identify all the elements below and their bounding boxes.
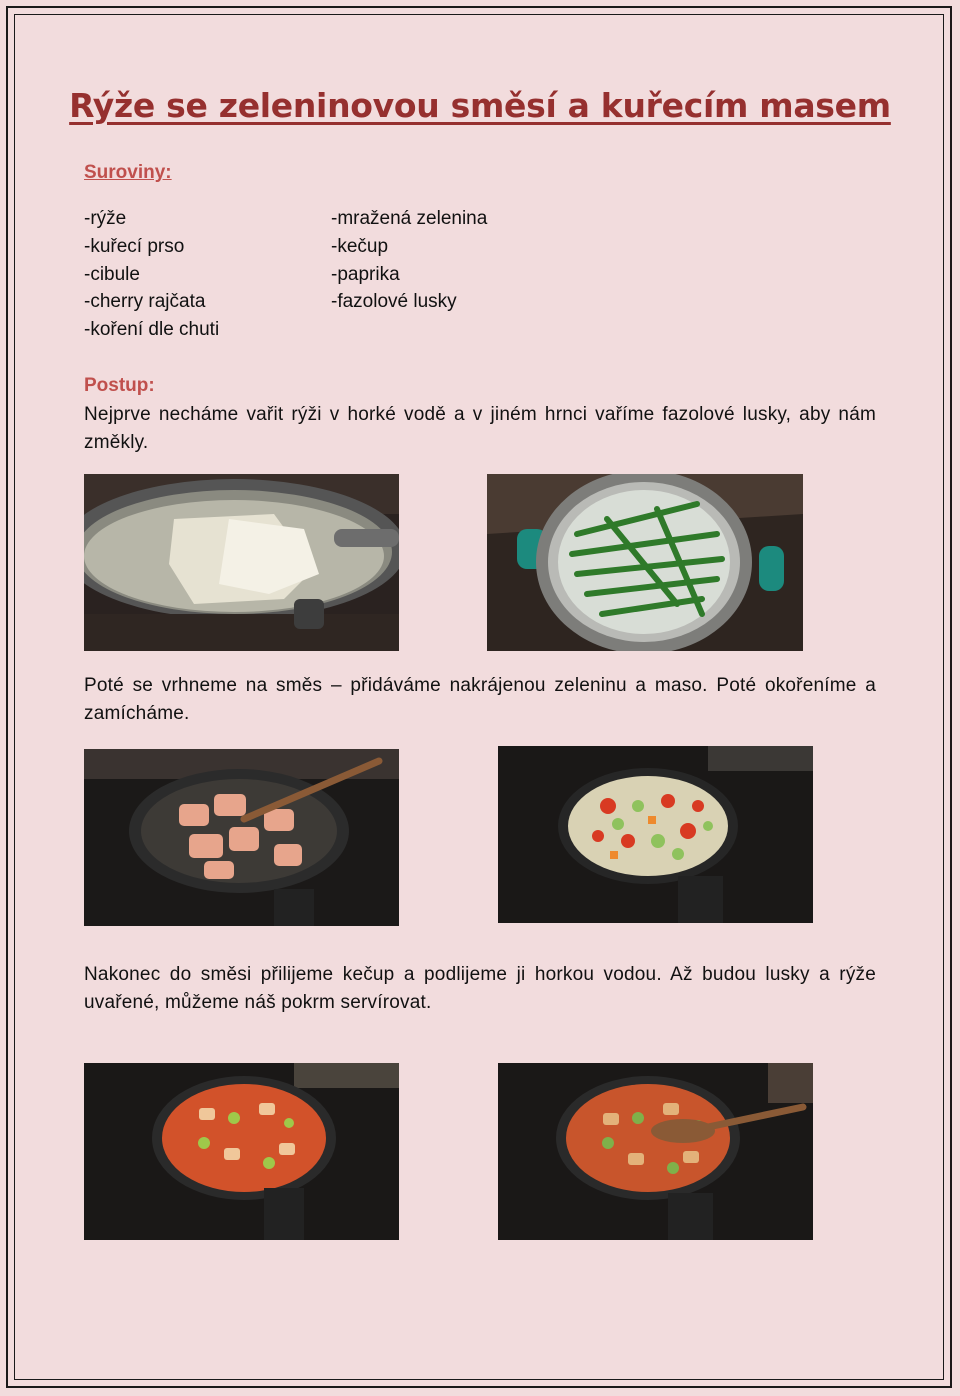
step-paragraph-2: Poté se vrhneme na směs – přidáváme nakrájenou zeleninu a maso. Poté okořeníme a zamícháme. (84, 675, 876, 724)
photo-vegetables-in-pan (498, 746, 813, 923)
photo-finished-dish (498, 1063, 813, 1240)
ingredient-item: -fazolové lusky (331, 291, 457, 313)
photo-sauce-in-pan (84, 1063, 399, 1240)
ingredient-item: -cherry rajčata (84, 291, 206, 313)
page-title: Rýže se zeleninovou směsí a kuřecím masem (69, 86, 891, 125)
ingredient-item: -paprika (331, 263, 400, 285)
ingredients-list-left (84, 205, 219, 344)
ingredient-item: -kuřecí prso (84, 235, 185, 257)
ingredient-item: -kečup (331, 235, 389, 257)
ingredient-item: -cibule (84, 263, 140, 285)
step-paragraph-3: Nakonec do směsi přilijeme kečup a podlijeme ji horkou vodou. Až budou lusky a rýže uvařené, můžeme náš pokrm servírovat. (84, 964, 876, 1013)
step-paragraph-1: Nejprve necháme vařit rýži v horké vodě a v jiném hrnci vaříme fazolové lusky, aby nám změkly. (84, 404, 876, 453)
steps-heading: Postup: (84, 375, 155, 396)
ingredient-item: -rýže (84, 208, 127, 229)
photo-chicken-in-pan (84, 749, 399, 926)
ingredients-list-right (331, 205, 487, 316)
ingredients-heading: Suroviny: (84, 162, 172, 183)
photo-rice-in-pot (84, 474, 399, 651)
photo-green-beans-in-pot (487, 474, 803, 651)
ingredient-item: -mražená zelenina (331, 208, 488, 229)
ingredient-item: -koření dle chuti (84, 319, 220, 341)
